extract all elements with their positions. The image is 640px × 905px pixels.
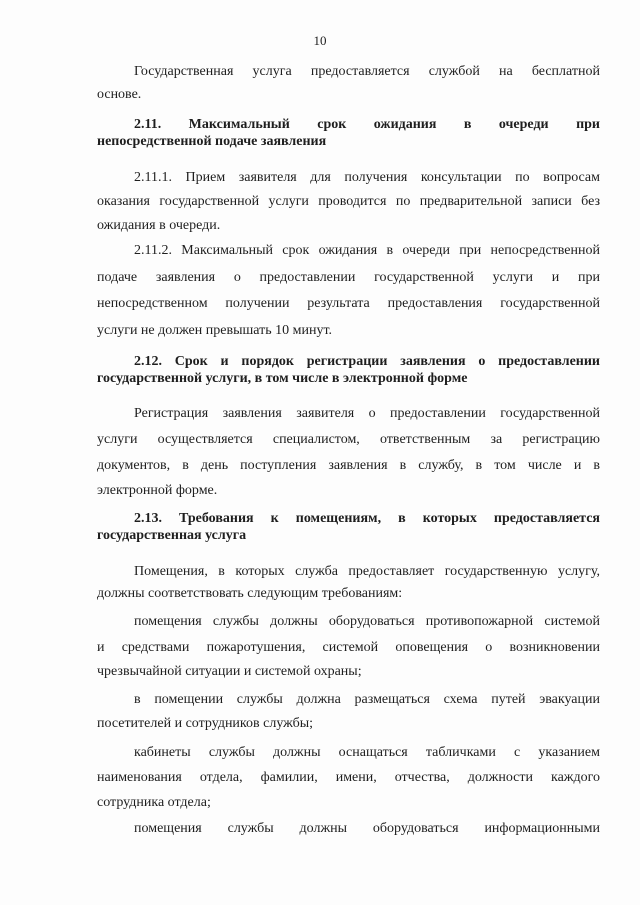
section-heading: непосредственной подаче заявления bbox=[97, 134, 327, 149]
paragraph-line: электронной форме. bbox=[97, 483, 218, 498]
paragraph-line: наименования отдела, фамилии, имени, отчества, должности каждого bbox=[97, 770, 600, 785]
paragraph-line: помещения службы должны оборудоваться противопожарной системой bbox=[134, 614, 600, 629]
section-heading: государственной услуги, в том числе в электронной форме bbox=[97, 371, 468, 386]
paragraph-line: Регистрация заявления заявителя о предоставлении государственной bbox=[134, 406, 600, 421]
paragraph-line: помещения службы должны оборудоваться информационными bbox=[134, 821, 600, 836]
section-heading: государственная услуга bbox=[97, 528, 247, 543]
section-heading: 2.12. Срок и порядок регистрации заявления о предоставлении bbox=[134, 354, 600, 369]
page-number: 10 bbox=[313, 33, 327, 48]
paragraph-line: услуги осуществляется специалистом, ответственным за регистрацию bbox=[97, 432, 600, 447]
paragraph-line: оказания государственной услуги проводится по предварительной записи без bbox=[97, 194, 600, 209]
paragraph-line: непосредственном получении результата предоставления государственной bbox=[97, 296, 600, 311]
paragraph-line: в помещении службы должна размещаться схема путей эвакуации bbox=[134, 692, 600, 707]
paragraph-line: подаче заявления о предоставлении государственной услуги и при bbox=[97, 270, 600, 285]
section-heading: 2.13. Требования к помещениям, в которых предоставляется bbox=[134, 511, 600, 526]
paragraph-line: Помещения, в которых служба предоставляет государственную услугу, bbox=[134, 564, 600, 579]
paragraph-line: Государственная услуга предоставляется службой на бесплатной bbox=[134, 64, 600, 79]
paragraph-line: должны соответствовать следующим требованиям: bbox=[97, 586, 403, 601]
paragraph-line: услуги не должен превышать 10 минут. bbox=[97, 323, 333, 338]
paragraph-line: чрезвычайной ситуации и системой охраны; bbox=[97, 664, 362, 679]
paragraph-line: 2.11.2. Максимальный срок ожидания в очереди при непосредственной bbox=[134, 243, 600, 258]
paragraph-line: и средствами пожаротушения, системой оповещения о возникновении bbox=[97, 640, 600, 655]
paragraph-line: кабинеты службы должны оснащаться табличками с указанием bbox=[134, 745, 600, 760]
paragraph-line: 2.11.1. Прием заявителя для получения консультации по вопросам bbox=[134, 170, 600, 185]
section-heading: 2.11. Максимальный срок ожидания в очереди при bbox=[134, 117, 600, 132]
paragraph-line: документов, в день поступления заявления в службу, в том числе и в bbox=[97, 458, 600, 473]
paragraph-line: посетителей и сотрудников службы; bbox=[97, 716, 314, 731]
paragraph-line: основе. bbox=[97, 87, 142, 102]
paragraph-line: ожидания в очереди. bbox=[97, 218, 221, 233]
paragraph-line: сотрудника отдела; bbox=[97, 795, 211, 810]
